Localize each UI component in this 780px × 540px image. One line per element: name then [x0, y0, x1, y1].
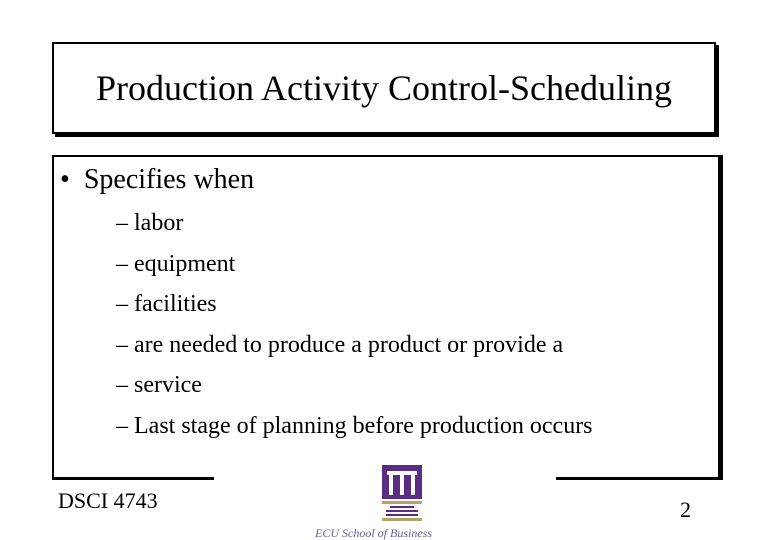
sub-item-list — [116, 205, 593, 448]
sub-item: – are needed to produce a product or provide a — [116, 331, 564, 358]
content-box-bottom-left — [52, 477, 214, 480]
bullet-text: Specifies when — [83, 164, 255, 195]
sub-item: – Last stage of planning before production occurs — [116, 412, 593, 439]
sub-item: – facilities — [116, 291, 217, 317]
slide-title-box — [52, 42, 716, 134]
slide-title: Production Activity Control-Scheduling — [96, 68, 672, 108]
logo-caption: ECU School of Business — [315, 526, 432, 540]
sub-item: – equipment — [116, 250, 236, 277]
university-logo-icon — [380, 463, 424, 523]
main-bullet — [60, 164, 254, 196]
bullet-marker: • — [60, 164, 70, 195]
sub-item: – labor — [116, 210, 184, 236]
page-number: 2 — [680, 497, 691, 522]
course-code: DSCI 4743 — [58, 488, 158, 513]
content-box-bottom-right — [556, 477, 723, 480]
sub-item: – service — [116, 372, 202, 398]
